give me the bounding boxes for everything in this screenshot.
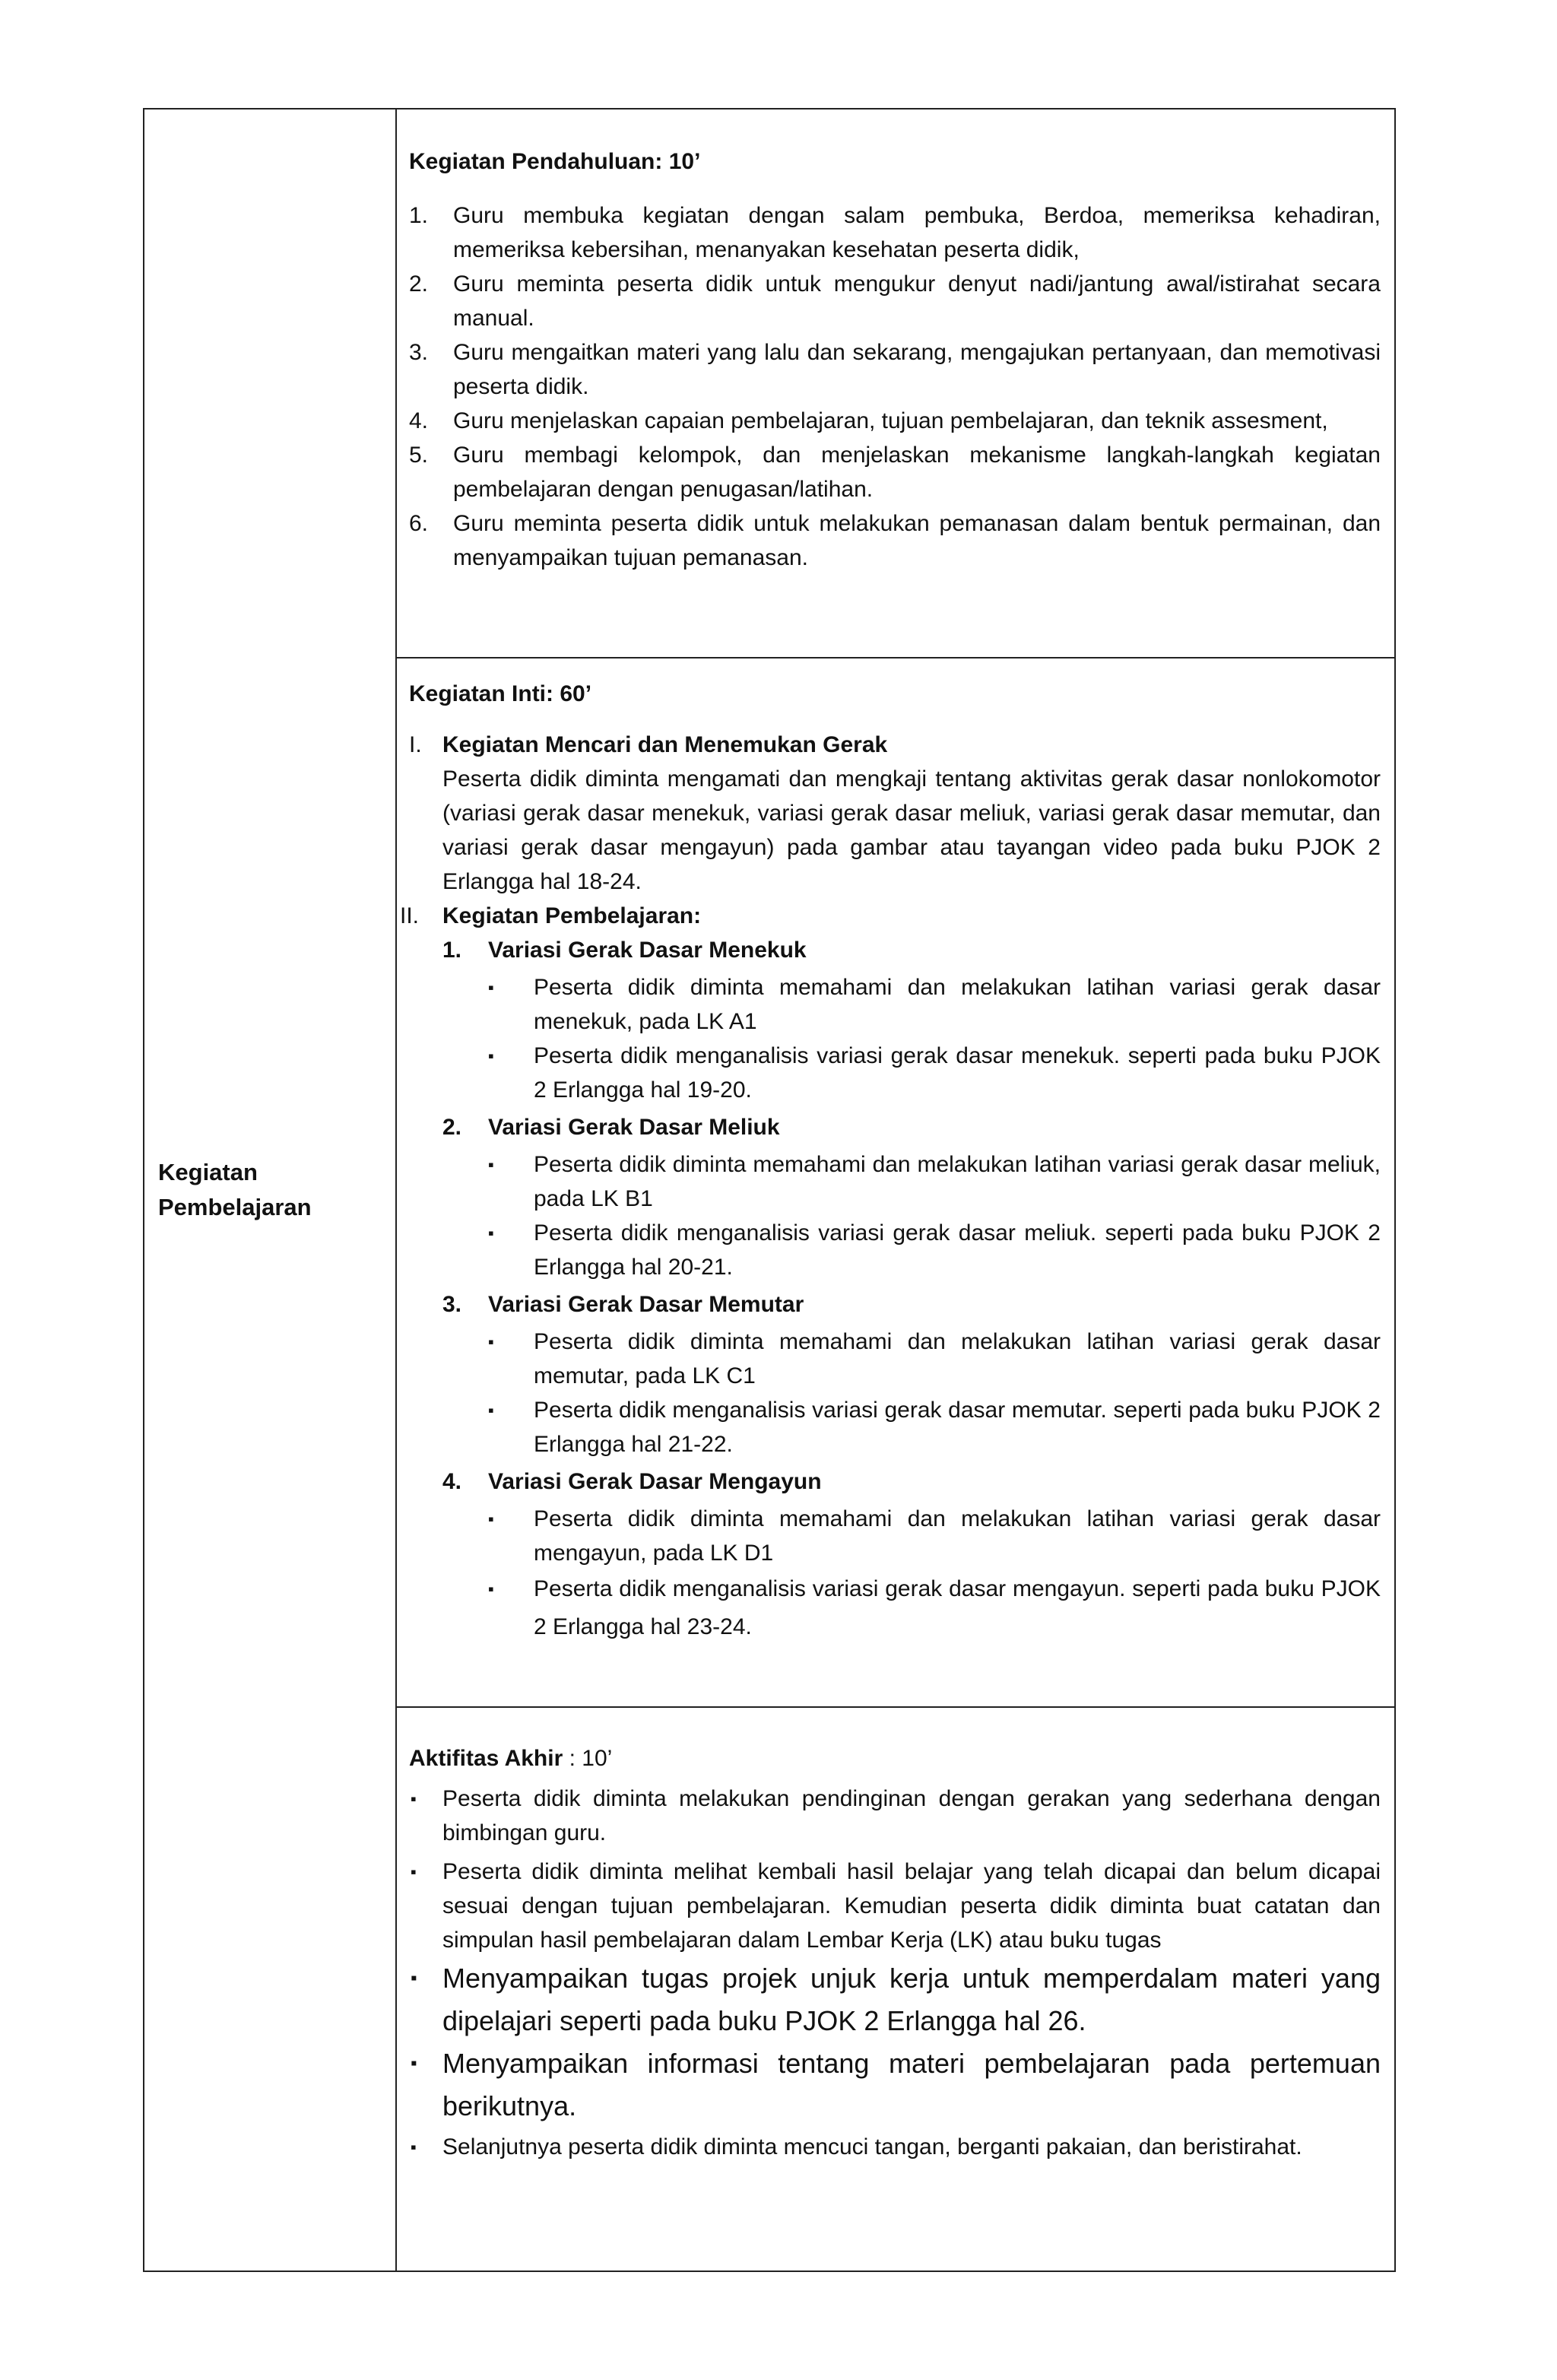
- list-item: ▪ Peserta didik diminta melakukan pendinginan dengan gerakan yang sederhana dengan bimbingan guru.: [411, 1786, 1381, 1845]
- pendahuluan-list: [409, 198, 1381, 575]
- list-item: ▪ Peserta didik diminta memahami dan melakukan latihan variasi gerak dasar memutar, pada LK C1: [488, 1329, 1381, 1388]
- kegiatan-pembelajaran-label: Kegiatan Pembelajaran: [158, 1159, 312, 1220]
- list-item: ▪ Peserta didik diminta melihat kembali hasil belajar yang telah dicapai dan belum dicapai sesuai dengan tujuan pembelajaran. Kemudian peserta didik diminta buat catatan dan simpulan hasil pembelajaran dalam Lembar Kerja (LK) atau buku tugas: [411, 1859, 1381, 1953]
- sub-memutar: 3. Variasi Gerak Dasar Memutar ▪ Peserta didik diminta memahami dan melakukan latihan variasi gerak dasar memutar, pada LK C1 ▪ Peserta didik menganalisis variasi gerak dasar memutar. seperti pada buku PJOK 2 Erlangga hal 21-22.: [409, 1287, 1381, 1461]
- sub-mengayun: 4. Variasi Gerak Dasar Mengayun ▪ Peserta didik diminta memahami dan melakukan latihan variasi gerak dasar mengayun, pada LK D1 ▪ Peserta didik menganalisis variasi gerak dasar mengayun. seperti pada buku PJOK 2 Erlangga hal 23-24.: [409, 1464, 1381, 1646]
- list-item: 2. Guru meminta peserta didik untuk mengukur denyut nadi/jantung awal/istirahat secara manual.: [409, 271, 1381, 331]
- sub-menekuk: 1. Variasi Gerak Dasar Menekuk ▪ Peserta didik diminta memahami dan melakukan latihan variasi gerak dasar menekuk, pada LK A1 ▪ Peserta didik menganalisis variasi gerak dasar menekuk. seperti pada buku PJOK 2 Erlangga hal 19-20.: [409, 933, 1381, 1107]
- section-pembelajaran: II. Kegiatan Pembelajaran:: [409, 899, 1381, 933]
- inti-title: Kegiatan Inti: 60’: [409, 681, 592, 706]
- list-item: 6. Guru meminta peserta didik untuk melakukan pemanasan dalam bentuk permainan, dan menyampaikan tujuan pemanasan.: [409, 511, 1381, 570]
- list-item: ▪ Peserta didik diminta memahami dan melakukan latihan variasi gerak dasar mengayun, pada LK D1: [488, 1506, 1381, 1566]
- pendahuluan-cell: [396, 109, 1395, 658]
- sub-meliuk: 2. Variasi Gerak Dasar Meliuk ▪ Peserta didik diminta memahami dan melakukan latihan variasi gerak dasar meliuk, pada LK B1 ▪ Peserta didik menganalisis variasi gerak dasar meliuk. seperti pada buku PJOK 2 Erlangga hal 20-21.: [409, 1110, 1381, 1284]
- list-item: ▪ Peserta didik diminta memahami dan melakukan latihan variasi gerak dasar meliuk, pada LK B1: [488, 1152, 1381, 1211]
- akhir-title: Aktifitas Akhir : 10’: [409, 1746, 613, 1771]
- list-item: 4. Guru menjelaskan capaian pembelajaran, tujuan pembelajaran, dan teknik assesment,: [409, 408, 1328, 433]
- list-item: ▪ Menyampaikan tugas projek unjuk kerja untuk memperdalam materi yang dipelajari seperti pada buku PJOK 2 Erlangga hal 26.: [411, 1963, 1381, 2036]
- section-title: Kegiatan Pembelajaran:: [442, 903, 702, 928]
- list-item: ▪ Peserta didik menganalisis variasi gerak dasar meliuk. seperti pada buku PJOK 2 Erlangga hal 20-21.: [488, 1220, 1381, 1280]
- list-item: 3. Guru mengaitkan materi yang lalu dan sekarang, mengajukan pertanyaan, dan memotivasi peserta didik.: [409, 340, 1381, 399]
- list-item: 1. Guru membuka kegiatan dengan salam pembuka, Berdoa, memeriksa kehadiran, memeriksa kebersihan, menanyakan kesehatan peserta didik,: [409, 203, 1381, 262]
- list-item: ▪ Peserta didik menganalisis variasi gerak dasar mengayun. seperti pada buku PJOK 2 Erlangga hal 23-24.: [488, 1576, 1381, 1639]
- list-item: ▪ Peserta didik menganalisis variasi gerak dasar memutar. seperti pada buku PJOK 2 Erlangga hal 21-22.: [488, 1398, 1381, 1457]
- lesson-plan-table: [143, 108, 1396, 2272]
- inti-cell: [396, 658, 1395, 1707]
- akhir-list: [409, 1782, 1381, 2167]
- row-pendahuluan: [144, 109, 1395, 658]
- section-text: Peserta didik diminta mengamati dan mengkaji tentang aktivitas gerak dasar nonlokomotor (variasi gerak dasar menekuk, variasi gerak dasar meliuk, variasi gerak dasar memutar, dan variasi gerak dasar mengayun) pada gambar atau tayangan video pada buku PJOK 2 Erlangga hal 18-24.: [442, 766, 1381, 894]
- list-item: ▪ Peserta didik menganalisis variasi gerak dasar menekuk. seperti pada buku PJOK 2 Erlangga hal 19-20.: [488, 1043, 1381, 1103]
- pendahuluan-title: Kegiatan Pendahuluan: 10’: [409, 149, 701, 174]
- list-item: ▪ Peserta didik diminta memahami dan melakukan latihan variasi gerak dasar menekuk, pada LK A1: [488, 975, 1381, 1034]
- list-item: 5. Guru membagi kelompok, dan menjelaskan mekanisme langkah-langkah kegiatan pembelajaran dengan penugasan/latihan.: [409, 443, 1381, 502]
- section-title: Kegiatan Mencari dan Menemukan Gerak: [442, 732, 888, 757]
- left-label-cell: [144, 109, 396, 2271]
- list-item: ▪ Menyampaikan informasi tentang materi pembelajaran pada pertemuan berikutnya.: [411, 2048, 1381, 2121]
- akhir-cell: [396, 1707, 1395, 2271]
- section-mencari: I. Kegiatan Mencari dan Menemukan Gerak Peserta didik diminta mengamati dan mengkaji tentang aktivitas gerak dasar nonlokomotor (variasi gerak dasar menekuk, variasi gerak dasar meliuk, variasi gerak dasar memutar, dan variasi gerak dasar mengayun) pada gambar atau tayangan video pada buku PJOK 2 Erlangga hal 18-24.: [409, 728, 1381, 899]
- list-item: ▪ Selanjutnya peserta didik diminta mencuci tangan, berganti pakaian, dan beristirahat.: [411, 2134, 1302, 2159]
